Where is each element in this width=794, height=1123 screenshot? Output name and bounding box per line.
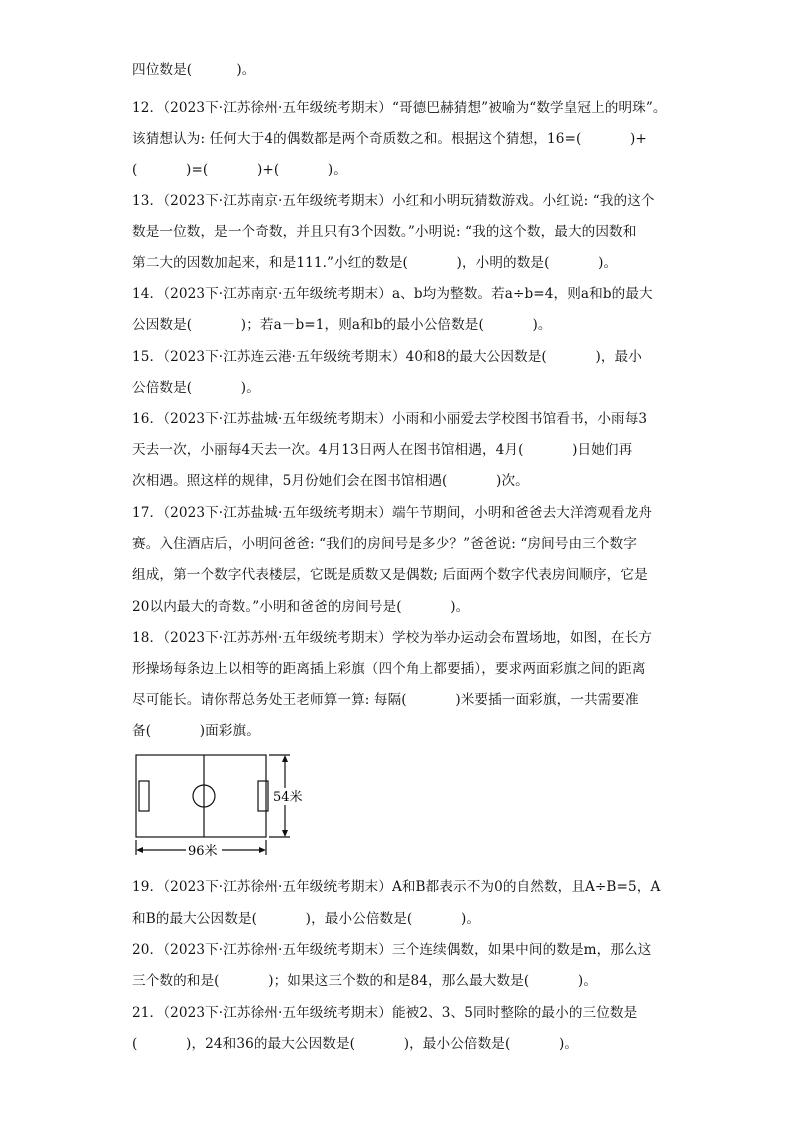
text-line: 该猜想认为: 任何大于4的偶数都是两个奇质数之和。根据这个猜想，16=( )+ — [132, 131, 647, 147]
field-diagram — [128, 752, 303, 864]
question-21: 21．（2023下·江苏徐州·五年级统考期末）能被2、3、5同时整除的最小的三位数是 — [132, 1005, 638, 1021]
text-line: ( )=( )+( )。 — [132, 162, 347, 178]
text-line: 尽可能长。请你帮总务处王老师算一算: 每隔( )米要插一面彩旗，一共需要准 — [132, 692, 639, 708]
arrow-down-icon — [282, 830, 288, 837]
arrow-left-icon — [136, 847, 143, 853]
question-16: 16．（2023下·江苏盐城·五年级统考期末）小雨和小丽爱去学校图书馆看书，小雨每3 — [132, 411, 648, 427]
left-goal-box — [139, 781, 149, 811]
text-line: 公倍数是( )。 — [132, 380, 260, 396]
text-line: 赛。入住酒店后，小明问爸爸: “我们的房间号是多少？”爸爸说: “房间号由三个数字 — [132, 536, 637, 552]
text-line: 公因数是( )；若a－b=1，则a和b的最小公倍数是( )。 — [132, 317, 552, 333]
question-15: 15．（2023下·江苏连云港·五年级统考期末）40和8的最大公因数是( )，最小 — [132, 349, 642, 365]
question-18: 18．（2023下·江苏苏州·五年级统考期末）学校为举办运动会布置场地，如图，在长方 — [132, 630, 653, 646]
text-line: 20以内最大的奇数。”小明和爸爸的房间号是( )。 — [132, 599, 470, 615]
question-17: 17．（2023下·江苏盐城·五年级统考期末）端午节期间，小明和爸爸去大洋湾观看龙舟 — [132, 505, 653, 521]
question-14: 14．（2023下·江苏南京·五年级统考期末）a、b均为整数。若a÷b=4，则a和b的最大 — [132, 286, 653, 302]
field-outline — [136, 755, 266, 837]
question-19: 19．（2023下·江苏徐州·五年级统考期末）A和B都表示不为0的自然数，且A÷B=5，A — [132, 879, 661, 895]
text-line: 形操场每条边上以相等的距离插上彩旗（四个角上都要插），要求两面彩旗之间的距离 — [132, 661, 646, 677]
width-label: 96米 — [188, 844, 218, 859]
text-line: 组成，第一个数字代表楼层，它既是质数又是偶数; 后面两个数字代表房间顺序，它是 — [132, 567, 648, 583]
text-line: ( )，24和36的最大公因数是( )，最小公倍数是( )。 — [132, 1036, 579, 1052]
question-12: 12．（2023下·江苏徐州·五年级统考期末）“哥德巴赫猜想”被喻为“数学皇冠上的明珠”。 — [132, 100, 667, 116]
question-20: 20．（2023下·江苏徐州·五年级统考期末）三个连续偶数，如果中间的数是m，那么这 — [132, 942, 652, 958]
text-line: 备( )面彩旗。 — [132, 723, 260, 739]
arrow-right-icon — [259, 847, 266, 853]
text-line: 天去一次，小丽每4天去一次。4月13日两人在图书馆相遇，4月( )日她们再 — [132, 442, 633, 458]
text-line: 数是一位数，是一个奇数，并且只有3个因数。”小明说: “我的这个数，最大的因数和 — [132, 224, 637, 240]
text-line: 第二大的因数加起来，和是111.”小红的数是( )，小明的数是( )。 — [132, 255, 618, 271]
text-line: 和B的最大公因数是( )，最小公倍数是( )。 — [132, 911, 481, 927]
text-line: 三个数的和是( )；如果这三个数的和是84，那么最大数是( )。 — [132, 973, 598, 989]
question-13: 13．（2023下·江苏南京·五年级统考期末）小红和小明玩猜数游戏。小红说: “我的这个 — [132, 193, 655, 209]
arrow-up-icon — [282, 755, 288, 762]
height-label: 54米 — [273, 790, 303, 805]
text-line: 次相遇。照这样的规律，5月份她们会在图书馆相遇( )次。 — [132, 473, 529, 489]
text-line: 四位数是( )。 — [132, 62, 256, 78]
